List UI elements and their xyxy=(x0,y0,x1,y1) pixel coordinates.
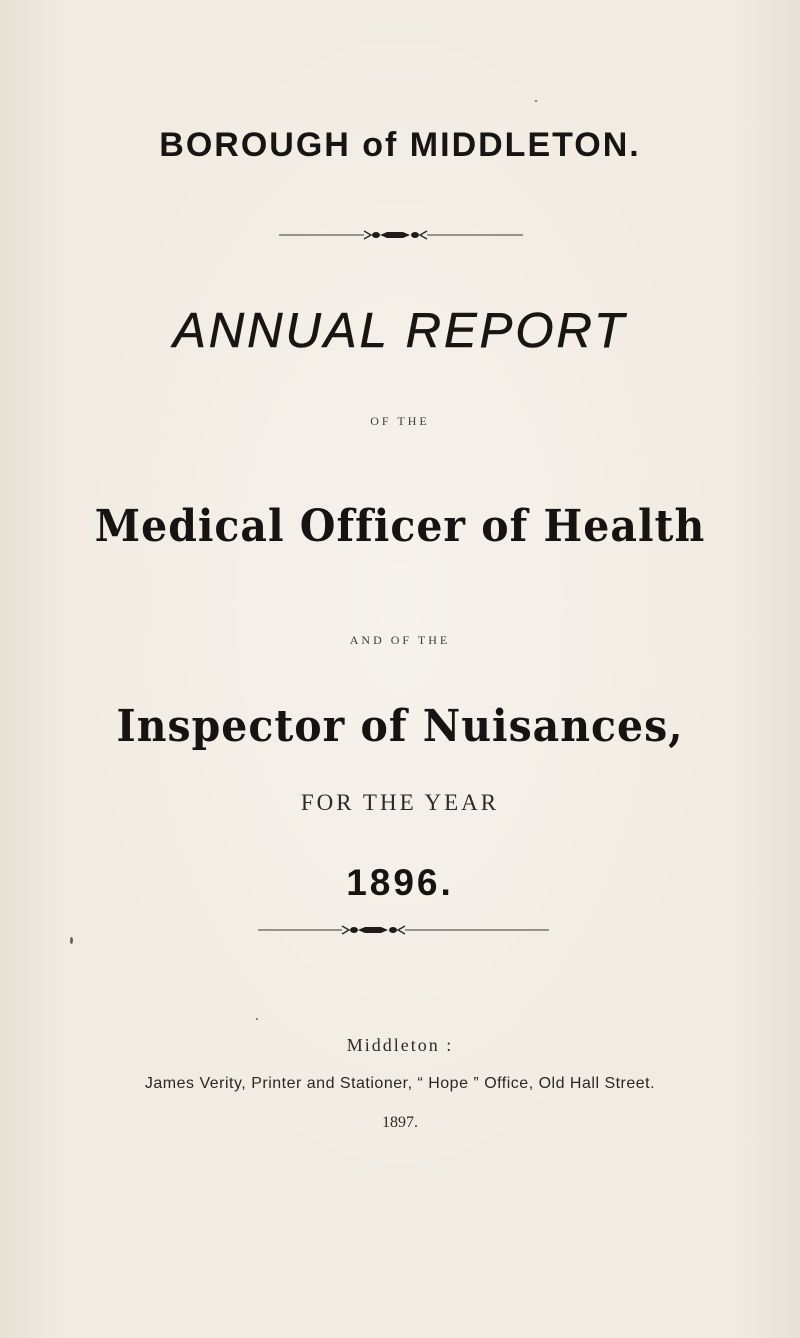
bottom-ornament-rule xyxy=(258,923,549,937)
paper-speck xyxy=(70,937,73,944)
and-of-the-line: AND OF THE xyxy=(349,633,451,647)
top-ornament-rule xyxy=(279,228,523,242)
paper-speck xyxy=(256,1018,258,1020)
of-the-line: OF THE xyxy=(370,414,430,428)
printer-imprint: James Verity, Printer and Stationer, “ Hope ” Office, Old Hall Street. xyxy=(144,1075,656,1092)
printing-year: 1897. xyxy=(382,1114,418,1131)
medical-officer-heading: Medical Officer of Health xyxy=(94,500,706,552)
for-the-year-line: FOR THE YEAR xyxy=(300,790,500,815)
place-of-printing: Middleton : xyxy=(346,1035,454,1055)
report-year: 1896. xyxy=(346,862,454,903)
inspector-heading: Inspector of Nuisances, xyxy=(116,700,684,752)
annual-report-title: ANNUAL REPORT xyxy=(173,304,627,358)
paper-speck xyxy=(535,100,537,102)
borough-heading: BOROUGH of MIDDLETON. xyxy=(159,126,641,164)
